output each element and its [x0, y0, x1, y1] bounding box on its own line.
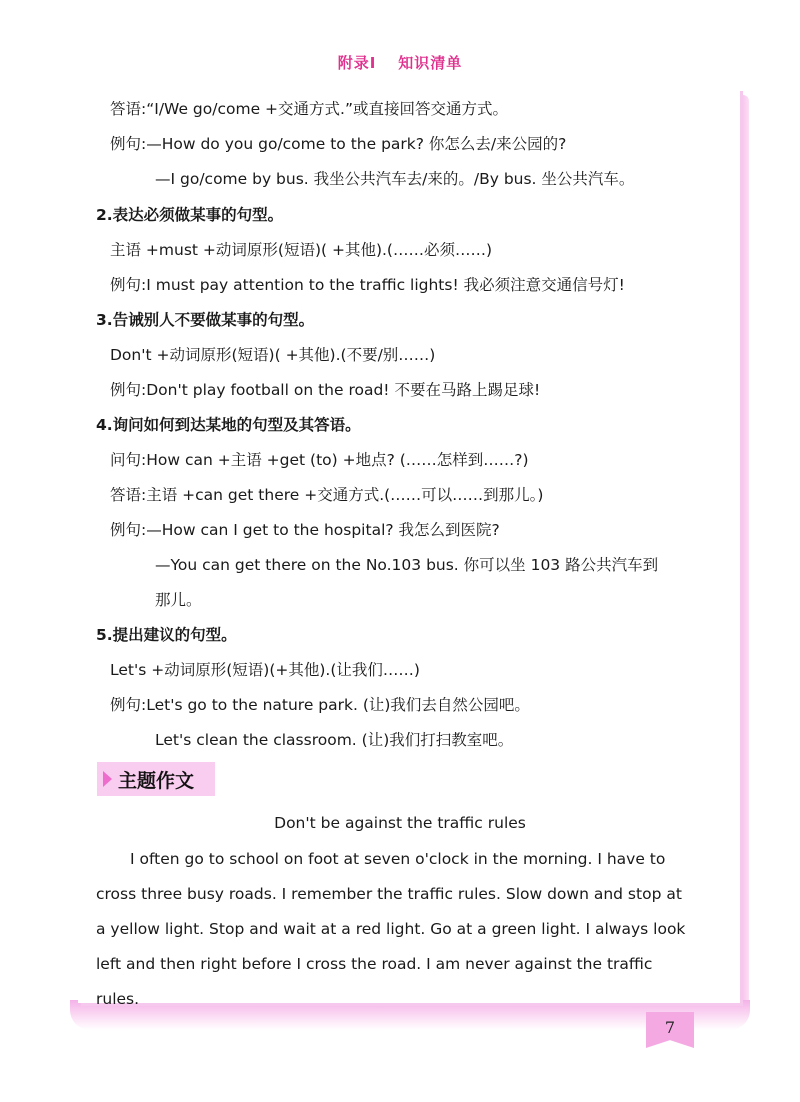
- example-dont: 例句:Don't play football on the road! 不要在马路上踢足球!: [110, 381, 541, 399]
- header-title: 知识清单: [398, 54, 463, 72]
- essay-title: Don't be against the traffic rules: [274, 814, 526, 832]
- heading-2: 2.表达必须做某事的句型。: [96, 206, 284, 224]
- example-hospital-a: —You can get there on the No.103 bus. 你可以坐 103 路公共汽车到: [155, 556, 659, 574]
- essay-line: a yellow light. Stop and wait at a red light. Go at a green light. I always look: [96, 920, 686, 938]
- arrow-icon: [103, 771, 112, 787]
- essay-line: cross three busy roads. I remember the traffic rules. Slow down and stop at: [96, 885, 682, 903]
- heading-5: 5.提出建议的句型。: [96, 626, 237, 644]
- essay-line: left and then right before I cross the road. I am never against the traffic: [96, 955, 653, 973]
- header-appendix: 附录Ⅰ: [337, 54, 377, 72]
- answer-line-1: 答语:“I/We go/come +交通方式.”或直接回答交通方式。: [110, 100, 508, 118]
- page-number: 7: [664, 1018, 676, 1037]
- essay-line: I often go to school on foot at seven o'clock in the morning. I have to: [130, 850, 666, 868]
- example-hospital-q: 例句:—How can I get to the hospital? 我怎么到医院?: [110, 521, 500, 539]
- example-must: 例句:I must pay attention to the traffic lights! 我必须注意交通信号灯!: [110, 276, 625, 294]
- example-line-1: 例句:—How do you go/come to the park? 你怎么去/来公园的?: [110, 135, 567, 153]
- example-lets-1: 例句:Let's go to the nature park. (让)我们去自然公园吧。: [110, 696, 530, 714]
- example-lets-2: Let's clean the classroom. (让)我们打扫教室吧。: [155, 731, 514, 749]
- heading-3: 3.告诫别人不要做某事的句型。: [96, 311, 315, 329]
- pattern-lets: Let's +动词原形(短语)(+其他).(让我们……): [110, 661, 420, 679]
- example-line-2: —I go/come by bus. 我坐公共汽车去/来的。/By bus. 坐公共汽车。: [155, 170, 635, 188]
- pattern-dont: Don't +动词原形(短语)( +其他).(不要/别……): [110, 346, 436, 364]
- pattern-must: 主语 +must +动词原形(短语)( +其他).(……必须……): [110, 241, 493, 259]
- answer-pattern: 答语:主语 +can get there +交通方式.(……可以……到那儿。): [110, 486, 544, 504]
- essay-line: rules.: [96, 990, 140, 1008]
- section-label-text: 主题作文: [118, 769, 195, 792]
- heading-4: 4.询问如何到达某地的句型及其答语。: [96, 416, 361, 434]
- question-pattern: 问句:How can +主语 +get (to) +地点? (……怎样到……?): [110, 451, 529, 469]
- example-hospital-a-cont: 那儿。: [155, 591, 202, 609]
- running-header: [0, 52, 800, 73]
- section-label-theme-essay: [97, 762, 215, 796]
